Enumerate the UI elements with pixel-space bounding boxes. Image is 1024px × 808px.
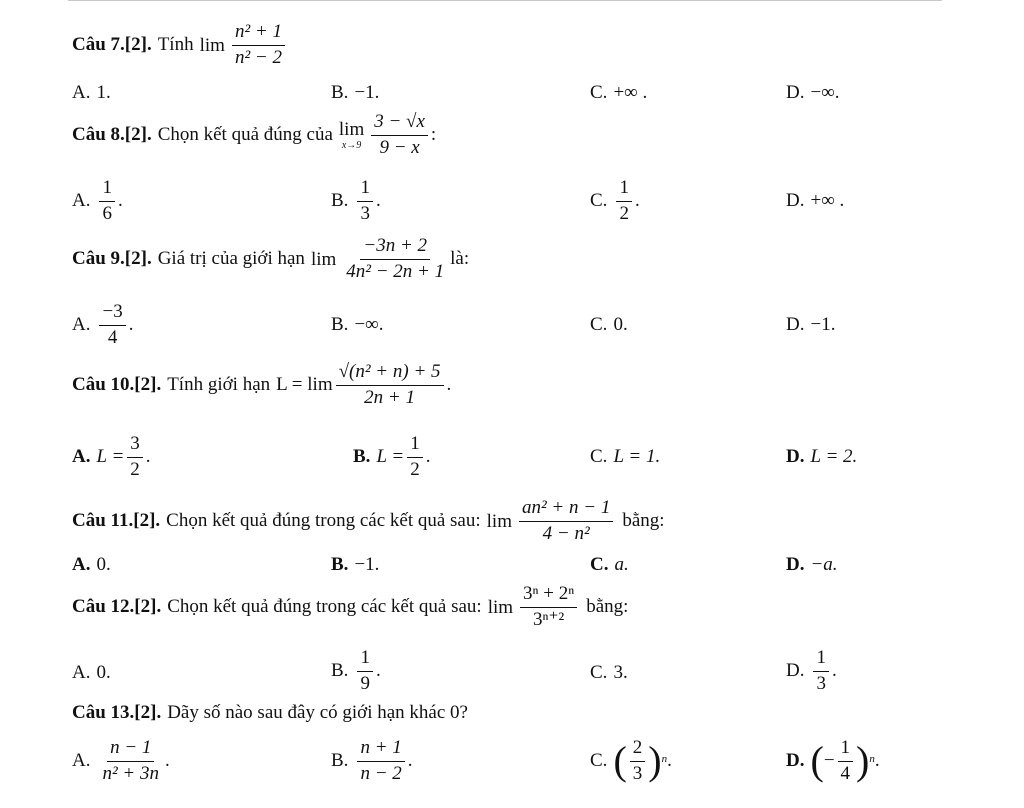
answer-b[interactable]: B. L = $\frac{1}{2}$ . [353,433,431,480]
question-text: Dãy số nào sau đây có giới hạn khác 0? [167,702,468,723]
answer-d[interactable]: D. L = 2. [786,446,858,467]
question-tail: bằng: [586,596,629,618]
question-text: Chọn kết quả đúng của [157,124,333,146]
answer-a[interactable]: A. 1. [72,82,111,103]
answer-d[interactable]: D. +∞ . [786,190,845,211]
question-label: Câu 11.[2]. [72,510,161,532]
answer-c[interactable]: C. ( $\frac{2}{3}$ ) $^n$ . [590,737,672,784]
answer-a[interactable]: A. $\frac{-3}{4}$ . [72,301,134,348]
answer-d[interactable]: D. −∞. [786,82,840,103]
answer-a[interactable]: A. $\frac{1}{6}$ . [72,177,123,224]
question-13 [72,702,468,724]
question-11 [72,498,665,545]
lim-operator: lim [486,510,512,532]
question-text: Chọn kết quả đúng trong các kết quả sau: [166,510,481,532]
answer-d[interactable]: D. $\frac{1}{3}$ . [786,647,837,694]
lim-operator: lim [199,34,225,56]
answer-c[interactable]: C. L = 1. [590,446,661,467]
question-text: Tính [157,34,194,56]
question-text: Chọn kết quả đúng trong các kết quả sau: [167,596,482,618]
question-12 [72,584,628,631]
answer-c[interactable]: C. a. [590,554,629,575]
answer-a[interactable]: A. 0. [72,554,111,575]
fraction: $\frac{\text{an² + n − 1}}{\text{4 − n²}}$ [519,498,613,545]
question-label: Câu 12.[2]. [72,596,162,618]
answer-d[interactable]: D. −a. [786,554,838,575]
answer-a[interactable]: A. L = $\frac{3}{2}$ . [72,433,151,480]
fraction: $\frac{\text{n² + 1}}{\text{n² − 2}}$ [232,22,285,69]
answer-d[interactable]: D. ( − $\frac{1}{4}$ ) $^n$ . [786,737,880,784]
question-label: Câu 8.[2]. [72,124,152,146]
answer-a[interactable]: A. $\frac{n - 1}{\text{n² + 3n}}$ . [72,737,170,784]
answer-c[interactable]: C. +∞ . [590,82,648,103]
answer-a[interactable]: A. 0. [72,662,111,683]
answer-c[interactable]: C. 0. [590,314,628,335]
question-10: Câu 10.[2]. Tính giới hạn L = lim $\frac{\text{√(n² + n) + 5}}{2n + 1}$ . [72,361,452,408]
answer-b[interactable]: B. −∞. [331,314,384,335]
answer-d[interactable]: D. −1. [786,314,836,335]
question-7 [72,22,288,69]
question-tail: bằng: [622,510,665,532]
question-label: Câu 10.[2]. [72,374,162,396]
answer-c[interactable]: C. $\frac{1}{2}$ . [590,177,640,224]
lim-operator: L = lim [276,374,333,396]
fraction: $\frac{3 - √x}{9 - x}$ [371,112,428,159]
answer-b[interactable]: B. $\frac{1}{9}$ . [331,647,381,694]
lim-operator: lim [310,248,337,270]
question-label: Câu 7.[2]. [72,34,152,56]
answer-c[interactable]: C. 3. [590,662,628,683]
fraction: $\frac{\text{3ⁿ + 2ⁿ}}{\text{3ⁿ⁺²}}$ [520,584,577,631]
answer-b[interactable]: B. $\frac{n + 1}{n - 2}$ . [331,737,413,784]
question-tail: : [430,124,437,146]
question-label: Câu 13.[2]. [72,702,162,723]
fraction: $\frac{-3n + 2}{\text{4n² − 2n + 1}}$ [346,235,445,282]
question-text: Tính giới hạn [167,374,271,396]
top-rule [68,0,942,1]
question-label: Câu 9.[2]. [72,248,152,270]
question-8 [72,112,436,159]
question-text: Giá trị của giới hạn [157,248,305,270]
question-9 [72,236,469,283]
lim-operator: lim x→9 [338,118,365,151]
answer-b[interactable]: B. −1. [331,554,380,575]
lim-operator: lim [487,596,514,618]
question-tail: là: [450,248,470,270]
answer-b[interactable]: B. $\frac{1}{3}$ . [331,177,381,224]
fraction: $\frac{\text{√(n² + n) + 5}}{2n + 1}$ [336,362,444,409]
answer-b[interactable]: B. −1. [331,82,380,103]
